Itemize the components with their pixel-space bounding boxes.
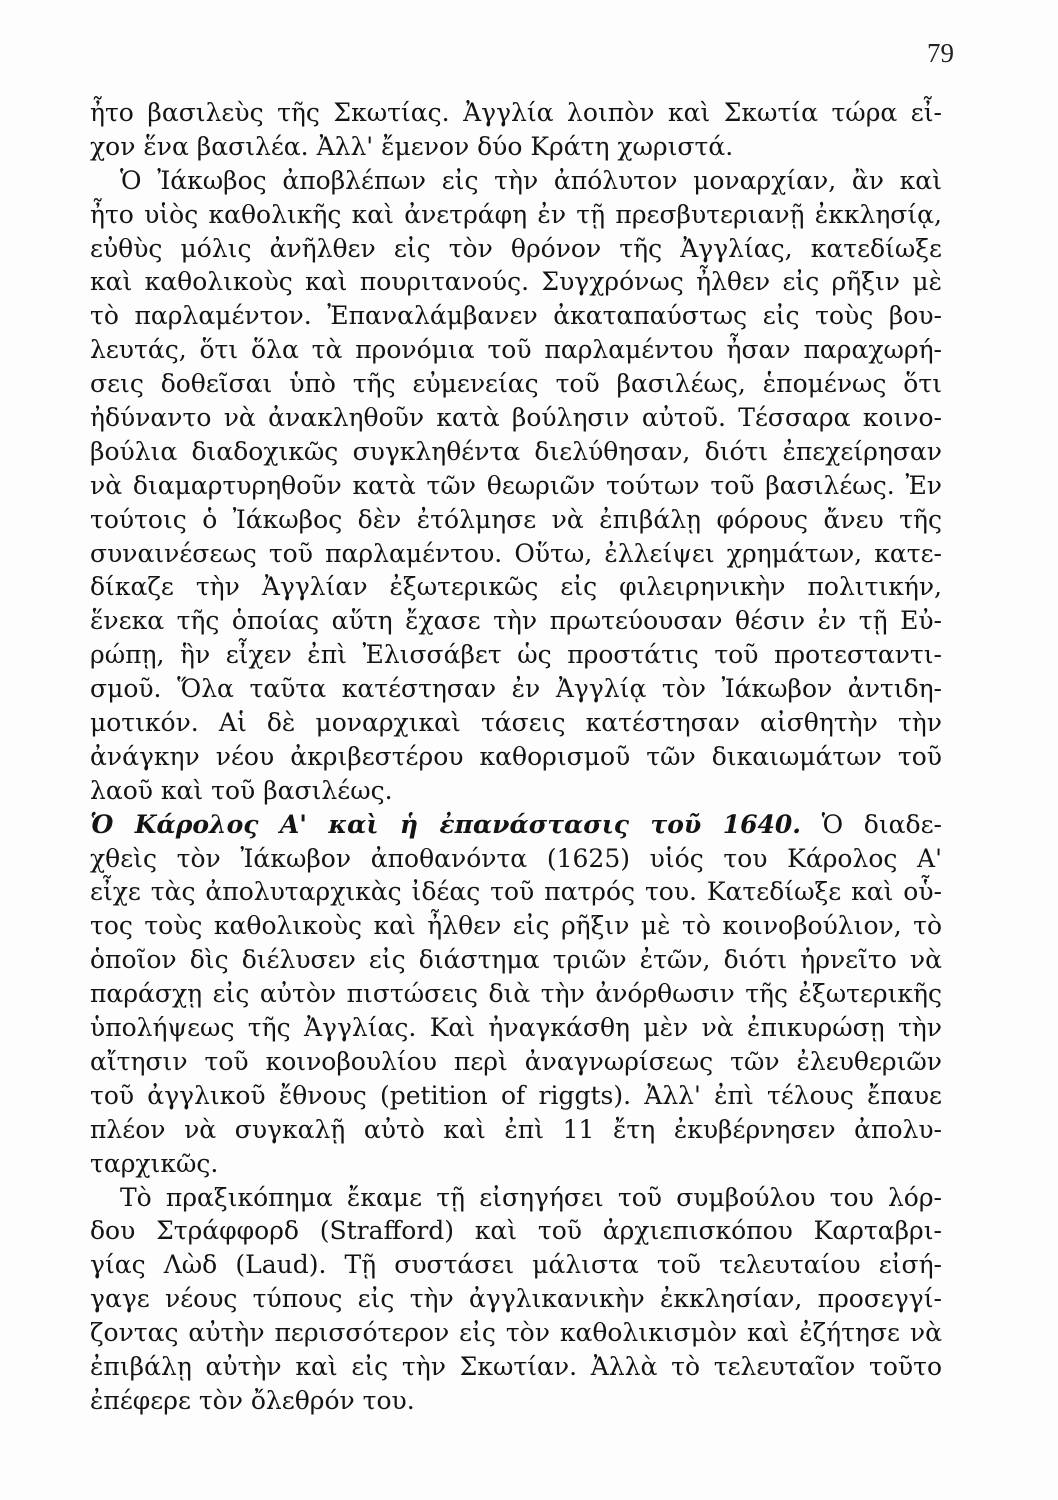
text-line: βούλια διαδοχικῶς συγκληθέντα διελύθησαν, διότι ἐπεχείρησαν: [90, 436, 942, 466]
text-line: δίκαζε τὴν Ἀγγλίαν ἐξωτερικῶς εἰς φιλειρηνικὴν πολιτικήν,: [90, 572, 942, 602]
heading-line-continuation: Ὁ διαδε-: [800, 809, 942, 839]
text-line: ὑπολήψεως τῆς Ἀγγλίας. Καὶ ἠναγκάσθη μὲν νὰ ἐπικυρώσῃ τὴν: [90, 1013, 942, 1043]
section-heading: Ὁ Κάρολος Α' καὶ ἡ ἐπανάστασις τοῦ 1640.: [90, 809, 801, 839]
text-line: ἠδύναντο νὰ ἀνακληθοῦν κατὰ βούλησιν αὐτοῦ. Τέσσαρα κοινο-: [90, 403, 942, 433]
text-line: γαγε νέους τύπους εἰς τὴν ἀγγλικανικὴν ἐκκλησίαν, προσεγγί-: [90, 1284, 942, 1314]
body-text: [90, 96, 942, 1418]
text-line: ζοντας αὐτὴν περισσότερον εἰς τὸν καθολικισμὸν καὶ ἐζήτησε νὰ: [90, 1318, 942, 1348]
text-line: αἴτησιν τοῦ κοινοβουλίου περὶ ἀναγνωρίσεως τῶν ἐλευθεριῶν: [90, 1046, 942, 1076]
text-line: τὸ παρλαμέντον. Ἐπαναλάμβανεν ἀκαταπαύστως εἰς τοὺς βου-: [90, 301, 942, 331]
text-line: μοτικόν. Αἱ δὲ μοναρχικαὶ τάσεις κατέστησαν αἰσθητὴν τὴν: [90, 708, 942, 738]
text-line: χον ἕνα βασιλέα. Ἀλλ' ἔμενον δύο Κράτη χωριστά.: [90, 131, 734, 161]
text-line: τούτοις ὁ Ἰάκωβος δὲν ἐτόλμησε νὰ ἐπιβάλῃ φόρους ἄνευ τῆς: [90, 504, 942, 534]
text-line: χθεὶς τὸν Ἰάκωβον ἀποθανόντα (1625) υἱός του Κάρολος Α': [90, 843, 942, 873]
text-line: ρώπῃ, ἣν εἶχεν ἐπὶ Ἐλισσάβετ ὡς προστάτις τοῦ προτεσταντι-: [90, 640, 942, 670]
text-line: τοῦ ἀγγλικοῦ ἔθνους (petition of riggts). Ἀλλ' ἐπὶ τέλους ἔπαυε: [90, 1080, 942, 1110]
text-line: συναινέσεως τοῦ παρλαμέντου. Οὕτω, ἐλλείψει χρημάτων, κατε-: [90, 538, 942, 568]
text-line: σμοῦ. Ὅλα ταῦτα κατέστησαν ἐν Ἀγγλίᾳ τὸν Ἰάκωβον ἀντιδη-: [90, 674, 942, 704]
text-line: ταρχικῶς.: [90, 1148, 219, 1178]
text-line: τος τοὺς καθολικοὺς καὶ ἦλθεν εἰς ρῆξιν μὲ τὸ κοινοβούλιον, τὸ: [90, 911, 942, 941]
text-line: εἶχε τὰς ἀπολυταρχικὰς ἰδέας τοῦ πατρός του. Κατεδίωξε καὶ οὗ-: [90, 877, 942, 907]
text-line: ἦτο βασιλεὺς τῆς Σκωτίας. Ἀγγλία λοιπὸν καὶ Σκωτία τώρα εἶ-: [90, 98, 942, 127]
text-line: ἦτο υἱὸς καθολικῆς καὶ ἀνετράφη ἐν τῇ πρεσβυτεριανῇ ἐκκλησίᾳ,: [90, 199, 942, 229]
text-line: νὰ διαμαρτυρηθοῦν κατὰ τῶν θεωριῶν τούτων τοῦ βασιλέως. Ἐν: [90, 470, 942, 500]
paragraph-start-line: Ὁ Ἰάκωβος ἀποβλέπων εἰς τὴν ἀπόλυτον μοναρχίαν, ἂν καὶ: [120, 165, 942, 195]
text-line: δου Στράφφορδ (Strafford) καὶ τοῦ ἀρχιεπισκόπου Καρταβρι-: [90, 1216, 942, 1246]
text-line: ἐπιβάλῃ αὐτὴν καὶ εἰς τὴν Σκωτίαν. Ἀλλὰ τὸ τελευταῖον τοῦτο: [90, 1351, 942, 1381]
text-line: καὶ καθολικοὺς καὶ πουριτανούς. Συγχρόνως ἦλθεν εἰς ρῆξιν μὲ: [90, 267, 942, 297]
section-heading-line: [90, 808, 942, 842]
text-line: ἐπέφερε τὸν ὄλεθρόν του.: [90, 1385, 415, 1415]
text-line: λαοῦ καὶ τοῦ βασιλέως.: [90, 775, 393, 805]
text-line: ἕνεκα τῆς ὁποίας αὕτη ἔχασε τὴν πρωτεύουσαν θέσιν ἐν τῇ Εὐ-: [90, 606, 942, 636]
text-line: πλέον νὰ συγκαλῇ αὐτὸ καὶ ἐπὶ 11 ἔτη ἐκυβέρνησεν ἀπολυ-: [90, 1114, 942, 1144]
text-line: γίας Λὼδ (Laud). Τῇ συστάσει μάλιστα τοῦ τελευταίου εἰσή-: [90, 1250, 942, 1280]
text-line: λευτάς, ὅτι ὅλα τὰ προνόμια τοῦ παρλαμέντου ἦσαν παραχωρή-: [90, 335, 942, 365]
text-line: ἀνάγκην νέου ἀκριβεστέρου καθορισμοῦ τῶν δικαιωμάτων τοῦ: [90, 741, 942, 771]
text-line: σεις δοθεῖσαι ὑπὸ τῆς εὐμενείας τοῦ βασιλέως, ἑπομένως ὅτι: [90, 369, 942, 399]
text-line: ὁποῖον δὶς διέλυσεν εἰς διάστημα τριῶν ἐτῶν, διότι ἠρνεῖτο νὰ: [90, 945, 942, 975]
paragraph-start-line: Τὸ πραξικόπημα ἔκαμε τῇ εἰσηγήσει τοῦ συμβούλου του λόρ-: [120, 1182, 942, 1212]
text-line: παράσχῃ εἰς αὐτὸν πιστώσεις διὰ τὴν ἀνόρθωσιν τῆς ἐξωτερικῆς: [90, 979, 942, 1009]
text-line: εὐθὺς μόλις ἀνῆλθεν εἰς τὸν θρόνον τῆς Ἀγγλίας, κατεδίωξε: [90, 233, 942, 263]
page-number: 79: [927, 38, 954, 68]
